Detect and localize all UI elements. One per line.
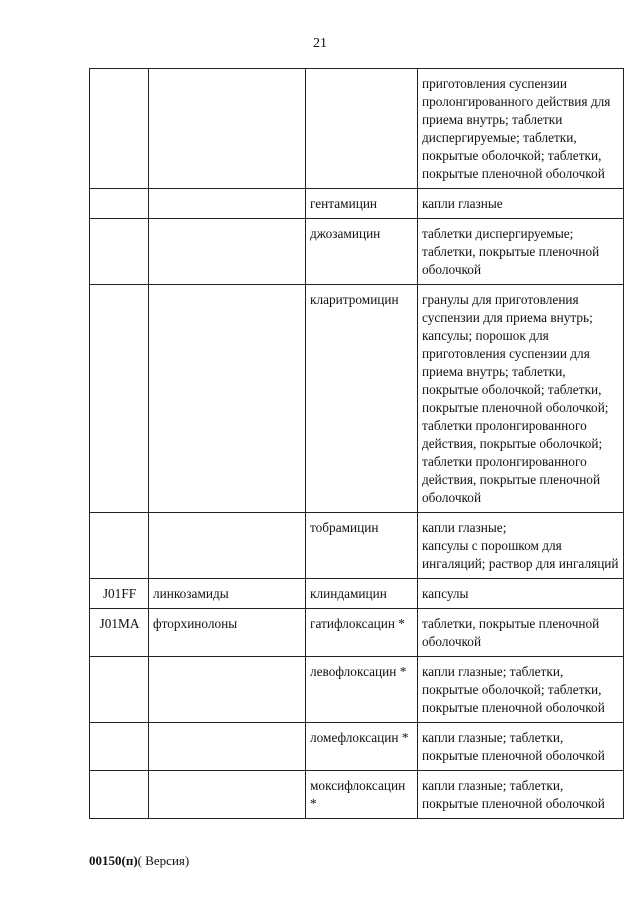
- group-cell: [149, 771, 306, 819]
- drug-name-cell: [306, 69, 418, 189]
- group-cell: [149, 189, 306, 219]
- drug-table: [89, 68, 624, 819]
- dosage-form-cell: гранулы для приготовления суспензии для приема внутрь; капсулы; порошок для приготовления суспензии для приема внутрь; таблетки, покрытые оболочкой; таблетки, покрытые пленочной оболочкой; таблетки пролонгированного действия, покрытые оболочкой; таблетки пролонгированного действия, покрытые пленочной оболочкой: [418, 285, 624, 513]
- atc-code-cell: J01MA: [90, 609, 149, 657]
- group-cell: [149, 69, 306, 189]
- atc-code-cell: [90, 771, 149, 819]
- dosage-form-cell: капли глазные: [418, 189, 624, 219]
- dosage-form-cell: капли глазные; капсулы с порошком для ингаляций; раствор для ингаляций: [418, 513, 624, 579]
- drug-name-cell: клиндамицин: [306, 579, 418, 609]
- document-footer: [89, 853, 189, 869]
- atc-code-cell: [90, 219, 149, 285]
- table-row: [90, 513, 624, 579]
- table-row: [90, 219, 624, 285]
- atc-code-cell: [90, 513, 149, 579]
- atc-code-cell: J01FF: [90, 579, 149, 609]
- dosage-form-cell: капсулы: [418, 579, 624, 609]
- dosage-form-cell: таблетки, покрытые пленочной оболочкой: [418, 609, 624, 657]
- table-row: [90, 609, 624, 657]
- atc-code-cell: [90, 657, 149, 723]
- atc-code-cell: [90, 285, 149, 513]
- table-row: [90, 723, 624, 771]
- table-row: [90, 579, 624, 609]
- atc-code-cell: [90, 69, 149, 189]
- drug-name-cell: джозамицин: [306, 219, 418, 285]
- dosage-form-cell: капли глазные; таблетки, покрытые оболочкой; таблетки, покрытые пленочной оболочкой: [418, 657, 624, 723]
- table-row: [90, 771, 624, 819]
- drug-name-cell: тобрамицин: [306, 513, 418, 579]
- document-version: ( Версия): [137, 853, 190, 868]
- group-cell: [149, 657, 306, 723]
- drug-name-cell: кларитромицин: [306, 285, 418, 513]
- table-row: [90, 189, 624, 219]
- dosage-form-cell: таблетки диспергируемые; таблетки, покрытые пленочной оболочкой: [418, 219, 624, 285]
- group-cell: [149, 219, 306, 285]
- group-cell: [149, 723, 306, 771]
- table-row: [90, 69, 624, 189]
- document-code: 00150(п): [89, 853, 138, 868]
- group-cell: линкозамиды: [149, 579, 306, 609]
- dosage-form-cell: капли глазные; таблетки, покрытые пленочной оболочкой: [418, 723, 624, 771]
- atc-code-cell: [90, 723, 149, 771]
- drug-name-cell: гатифлоксацин *: [306, 609, 418, 657]
- dosage-form-cell: капли глазные; таблетки, покрытые пленочной оболочкой: [418, 771, 624, 819]
- table-row: [90, 657, 624, 723]
- drug-name-cell: гентамицин: [306, 189, 418, 219]
- table-row: [90, 285, 624, 513]
- drug-name-cell: левофлоксацин *: [306, 657, 418, 723]
- drug-name-cell: ломефлоксацин *: [306, 723, 418, 771]
- group-cell: [149, 513, 306, 579]
- atc-code-cell: [90, 189, 149, 219]
- dosage-form-cell: приготовления суспензии пролонгированного действия для приема внутрь; таблетки диспергируемые; таблетки, покрытые оболочкой; таблетки, покрытые пленочной оболочкой: [418, 69, 624, 189]
- page-number: 21: [313, 36, 327, 51]
- group-cell: фторхинолоны: [149, 609, 306, 657]
- drug-name-cell: моксифлоксацин *: [306, 771, 418, 819]
- group-cell: [149, 285, 306, 513]
